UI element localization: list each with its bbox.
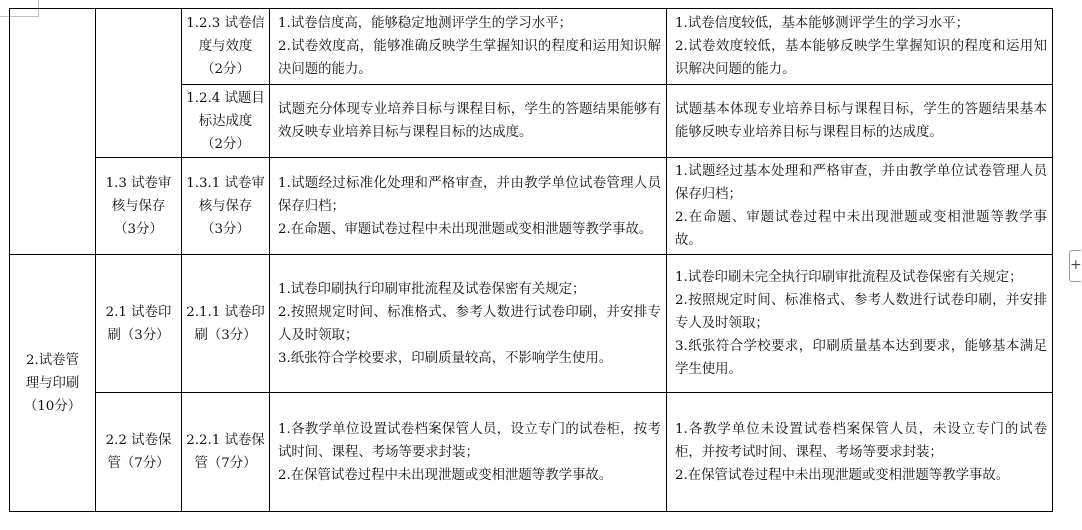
qualified-criteria-cell: 试题基本体现专业培养目标与课程目标，学生的答题结果基本能够反映专业培养目标与课程目标的达成度。 bbox=[667, 85, 1053, 158]
category-cell: 2.试卷管 理与印刷 （10分） bbox=[10, 255, 96, 512]
category-cell-empty bbox=[10, 9, 96, 255]
excellent-criteria-cell: 试题充分体现专业培养目标与课程目标，学生的答题结果能够有效反映专业培养目标与课程目标的达成度。 bbox=[270, 85, 667, 158]
excellent-criteria-cell: 1.试题经过标准化处理和严格审查，并由教学单位试卷管理人员保存归档； 2.在命题、审题试卷过程中未出现泄题或变相泄题等教学事故。 bbox=[270, 158, 667, 255]
excellent-criteria-cell: 1.试卷印刷执行印刷审批流程及试卷保密有关规定； 2.按照规定时间、标准格式、参考人数进行试卷印刷，并安排专人及时领取； 3.纸张符合学校要求，印刷质量较高，不影响学生使用。 bbox=[270, 255, 667, 393]
item-cell: 1.2.4 试题目 标达成度 （2分） bbox=[182, 85, 270, 158]
table-row bbox=[10, 255, 1053, 393]
table-row bbox=[10, 9, 1053, 85]
table-row bbox=[10, 393, 1053, 512]
subcategory-cell: 2.2 试卷保 管（7分） bbox=[96, 393, 182, 512]
qualified-criteria-cell: 1.各教学单位未设置试卷档案保管人员，未设立专门的试卷柜，并按考试时间、课程、考场等要求封装； 2.在保管试卷过程中未出现泄题或变相泄题等教学事故。 bbox=[667, 393, 1053, 512]
subcategory-cell-empty bbox=[96, 9, 182, 158]
excellent-criteria-cell: 1.试卷信度高，能够稳定地测评学生的学习水平； 2.试卷效度高，能够准确反映学生掌握知识的程度和运用知识解决问题的能力。 bbox=[270, 9, 667, 85]
qualified-criteria-cell: 1.试题经过基本处理和严格审查，并由教学单位试卷管理人员保存归档； 2.在命题、审题试卷过程中未出现泄题或变相泄题等教学事故。 bbox=[667, 158, 1053, 255]
item-cell: 2.2.1 试卷保 管（7分） bbox=[182, 393, 270, 512]
item-cell: 1.3.1 试卷审 核与保存 （3分） bbox=[182, 158, 270, 255]
add-row-handle[interactable]: + bbox=[1069, 250, 1081, 282]
qualified-criteria-cell: 1.试卷信度较低，基本能够测评学生的学习水平； 2.试卷效度较低，基本能够反映学生掌握知识的程度和运用知识解决问题的能力。 bbox=[667, 9, 1053, 85]
evaluation-table bbox=[9, 8, 1053, 512]
item-cell: 1.2.3 试卷信 度与效度 （2分） bbox=[182, 9, 270, 85]
qualified-criteria-cell: 1.试卷印刷未完全执行印刷审批流程及试卷保密有关规定； 2.按照规定时间、标准格式、参考人数进行试卷印刷，并安排专人及时领取； 3.纸张符合学校要求，印刷质量基本达到要求，能够基本满足学生使用。 bbox=[667, 255, 1053, 393]
subcategory-cell: 2.1 试卷印 刷（3分） bbox=[96, 255, 182, 393]
item-cell: 2.1.1 试卷印 刷（3分） bbox=[182, 255, 270, 393]
excellent-criteria-cell: 1.各教学单位设置试卷档案保管人员，设立专门的试卷柜，按考试时间、课程、考场等要求封装； 2.在保管试卷过程中未出现泄题或变相泄题等教学事故。 bbox=[270, 393, 667, 512]
subcategory-cell: 1.3 试卷审 核与保存 （3分） bbox=[96, 158, 182, 255]
table-row bbox=[10, 158, 1053, 255]
